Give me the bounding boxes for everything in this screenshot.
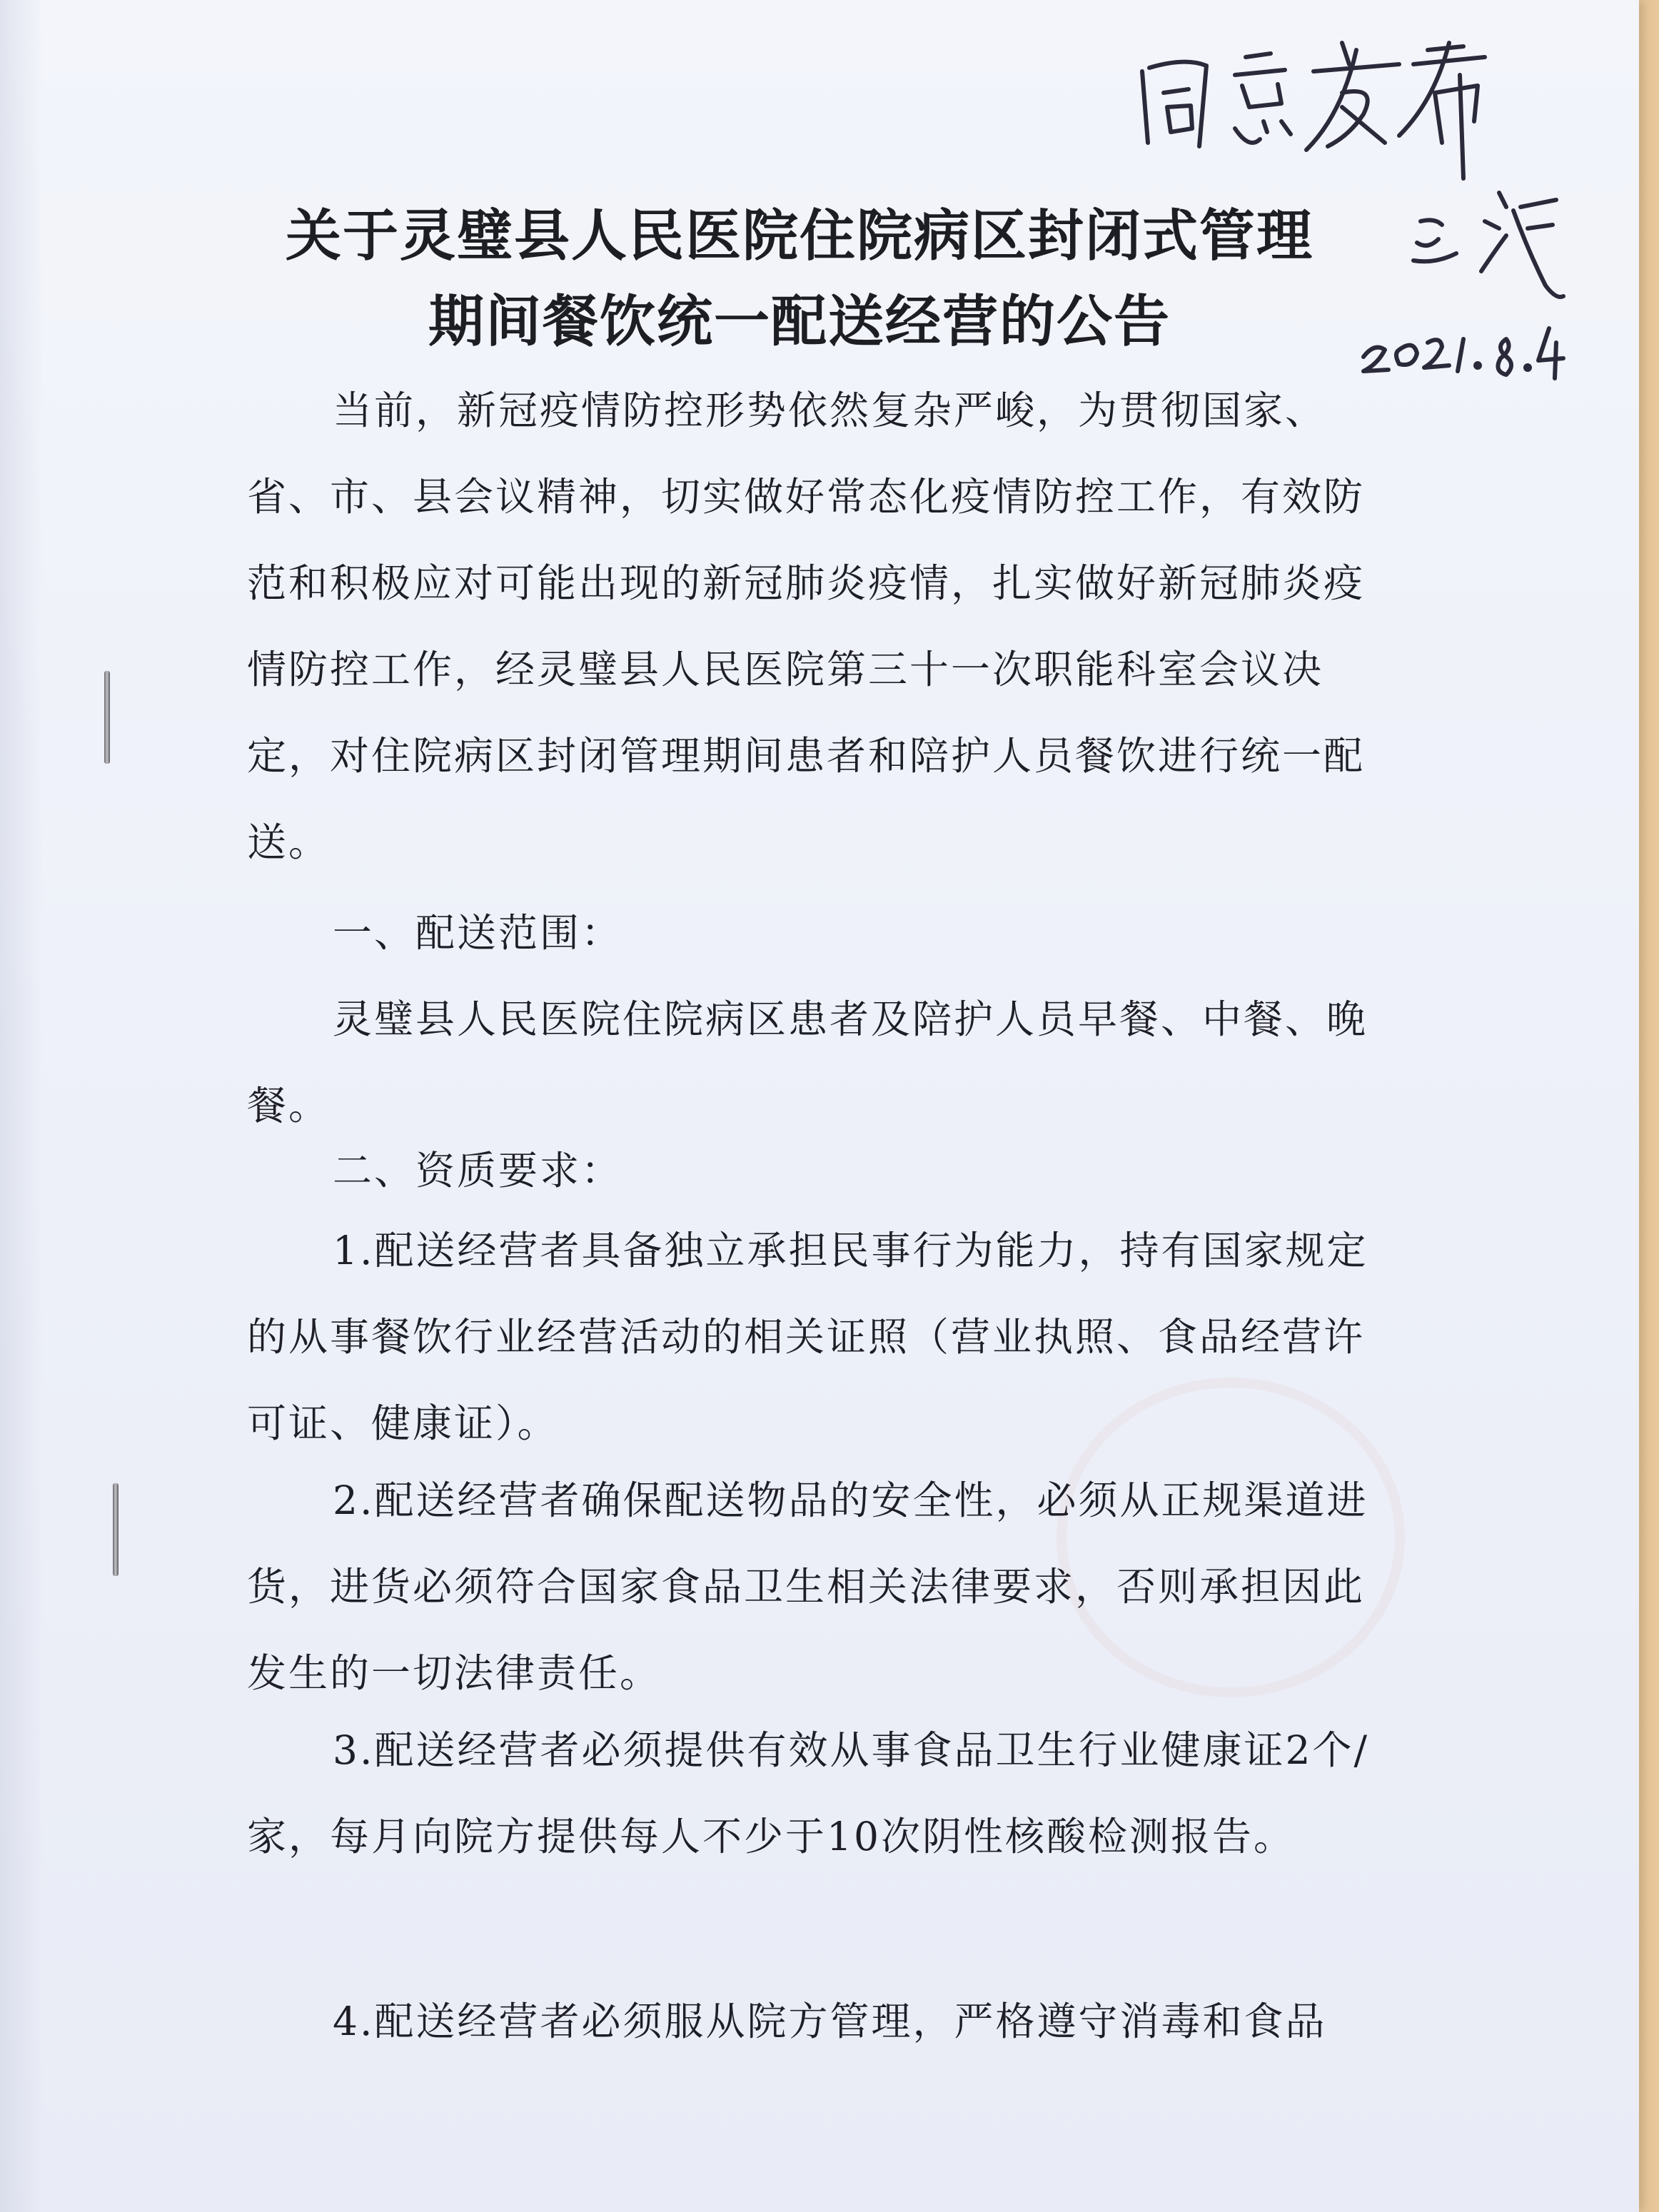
intro-paragraph: 当前，新冠疫情防控形势依然复杂严峻，为贯彻国家、省、市、县会议精神，切实做好常态化疫情防控工作，有效防范和积极应对可能出现的新冠肺炎疫情，扎实做好新冠肺炎疫情防控工作，经灵璧县人民医院第三十一次职能科室会议决定，对住院病区封闭管理期间患者和陪护人员餐饮进行统一配送。	[247, 388, 1366, 865]
requirement-item-4: 4.配送经营者必须服从院方管理，严格遵守消毒和食品	[333, 1999, 1327, 2044]
section-1-heading: 一、配送范围：	[333, 910, 623, 956]
requirement-item-2: 2.配送经营者确保配送物品的安全性，必须从正规渠道进货，进货必须符合国家食品卫生相关法律要求，否则承担因此发生的一切法律责任。	[247, 1478, 1368, 1696]
document-title-line-2: 期间餐饮统一配送经营的公告	[428, 290, 1171, 354]
section-2-heading: 二、资质要求：	[333, 1148, 623, 1193]
document-title-line-1: 关于灵璧县人民医院住院病区封闭式管理	[285, 204, 1313, 268]
staple-top	[104, 671, 110, 764]
handwritten-approval-annotation	[1128, 14, 1570, 385]
handwritten-signature-image	[1128, 14, 1570, 385]
staple-bottom	[113, 1483, 118, 1576]
requirement-item-1: 1.配送经营者具备独立承担民事行为能力，持有国家规定的从事餐饮行业经营活动的相关证照（营业执照、食品经营许可证、健康证）。	[247, 1228, 1368, 1446]
section-1-body: 灵璧县人民医院住院病区患者及陪护人员早餐、中餐、晚餐。	[247, 996, 1368, 1128]
requirement-item-3: 3.配送经营者必须提供有效从事食品卫生行业健康证2个/家，每月向院方提供每人不少于10次阴性核酸检测报告。	[247, 1727, 1369, 1859]
page-shadow	[0, 0, 43, 2212]
